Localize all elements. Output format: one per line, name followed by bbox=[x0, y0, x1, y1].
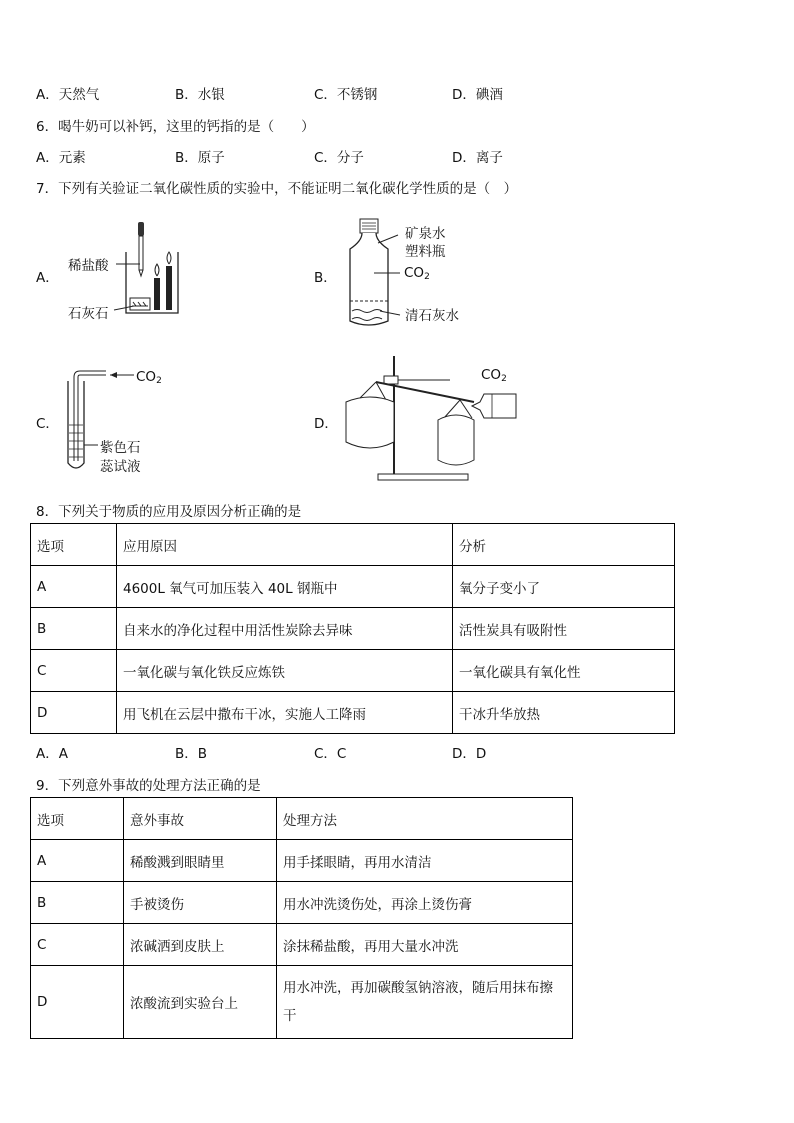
table-cell: 用飞机在云层中撒布干冰，实施人工降雨 bbox=[117, 692, 453, 734]
header-cell: 选项 bbox=[31, 798, 124, 840]
figure-d-co2-label: $CO_2$ bbox=[481, 367, 507, 384]
q7-option-b: B． bbox=[314, 270, 337, 286]
q6-stem: 6．喝牛奶可以补钙，这里的钙指的是（ ） bbox=[36, 119, 315, 135]
q8-option-d: D．D bbox=[452, 746, 487, 762]
figure-b-bottle-label-2: 塑料瓶 bbox=[405, 244, 446, 260]
table-cell bbox=[277, 966, 573, 1039]
table-cell: 一氧化碳与氧化铁反应炼铁 bbox=[117, 650, 453, 692]
table-header-row bbox=[31, 524, 675, 566]
table-cell: 稀酸溅到眼睛里 bbox=[124, 840, 277, 882]
q8-option-a: A．A bbox=[36, 746, 68, 762]
table-cell: 浓酸流到实验台上 bbox=[124, 966, 277, 1039]
q8-option-c: C．C bbox=[314, 746, 347, 762]
figure-b-co2-label: $CO_2$ bbox=[404, 265, 430, 282]
table-row bbox=[31, 882, 573, 924]
table-cell: 浓碱洒到皮肤上 bbox=[124, 924, 277, 966]
table-cell: A bbox=[31, 840, 124, 882]
q8-table bbox=[30, 523, 675, 734]
table-cell: D bbox=[31, 692, 117, 734]
table-cell: 涂抹稀盐酸，再用大量水冲洗 bbox=[277, 924, 573, 966]
figure-b-plastic-bottle bbox=[340, 215, 410, 330]
q7-option-a: A． bbox=[36, 270, 59, 286]
q8-stem: 8．下列关于物质的应用及原因分析正确的是 bbox=[36, 504, 302, 520]
q6-option-b: B．原子 bbox=[175, 150, 225, 166]
figure-c-litmus-label-1: 紫色石 bbox=[100, 440, 141, 456]
figure-c-co2-label: $CO_2$ bbox=[136, 369, 162, 386]
figure-c-litmus-label-2: 蕊试液 bbox=[100, 459, 141, 475]
q8-option-b: B．B bbox=[175, 746, 208, 762]
table-row bbox=[31, 840, 573, 882]
table-cell: B bbox=[31, 882, 124, 924]
q7-option-d: D． bbox=[314, 416, 338, 432]
header-cell: 意外事故 bbox=[124, 798, 277, 840]
table-header-row bbox=[31, 798, 573, 840]
table-row bbox=[31, 692, 675, 734]
figure-a-stone-label: 石灰石 bbox=[68, 306, 109, 322]
table-cell: 氧分子变小了 bbox=[453, 566, 675, 608]
header-cell: 应用原因 bbox=[117, 524, 453, 566]
table-row bbox=[31, 566, 675, 608]
q9-stem: 9．下列意外事故的处理方法正确的是 bbox=[36, 778, 261, 794]
method-line-1: 用水冲洗，再加碳酸氢钠溶液，随后用抹布擦 bbox=[283, 980, 553, 996]
table-cell: 手被烫伤 bbox=[124, 882, 277, 924]
table-cell: 4600L 氧气可加压装入 40L 钢瓶中 bbox=[117, 566, 453, 608]
table-row bbox=[31, 650, 675, 692]
table-cell: C bbox=[31, 924, 124, 966]
table-row bbox=[31, 966, 573, 1039]
table-cell: 活性炭具有吸附性 bbox=[453, 608, 675, 650]
table-row bbox=[31, 608, 675, 650]
table-cell: C bbox=[31, 650, 117, 692]
table-cell: D bbox=[31, 966, 124, 1039]
header-cell: 选项 bbox=[31, 524, 117, 566]
figure-a-acid-label: 稀盐酸 bbox=[68, 258, 109, 274]
table-cell: 用手揉眼睛，再用水清洁 bbox=[277, 840, 573, 882]
q5-option-d: D．碘酒 bbox=[452, 87, 503, 103]
table-cell: B bbox=[31, 608, 117, 650]
table-cell: 自来水的净化过程中用活性炭除去异味 bbox=[117, 608, 453, 650]
q6-option-d: D．离子 bbox=[452, 150, 503, 166]
q7-stem: 7．下列有关验证二氧化碳性质的实验中，不能证明二氧化碳化学性质的是（ ） bbox=[36, 181, 518, 197]
table-cell: 干冰升华放热 bbox=[453, 692, 675, 734]
table-cell: 一氧化碳具有氧化性 bbox=[453, 650, 675, 692]
method-line-2: 干 bbox=[283, 1008, 297, 1024]
table-cell: A bbox=[31, 566, 117, 608]
q6-option-a: A．元素 bbox=[36, 150, 86, 166]
q7-option-c: C． bbox=[36, 416, 59, 432]
q5-option-b: B．水银 bbox=[175, 87, 225, 103]
q5-option-c: C．不锈钢 bbox=[314, 87, 378, 103]
q9-table bbox=[30, 797, 573, 1039]
q6-option-c: C．分子 bbox=[314, 150, 364, 166]
q5-option-a: A．天然气 bbox=[36, 87, 100, 103]
header-cell: 分析 bbox=[453, 524, 675, 566]
figure-b-bottle-label-1: 矿泉水 bbox=[405, 226, 446, 242]
figure-b-limewater-label: 清石灰水 bbox=[405, 308, 459, 324]
table-row bbox=[31, 924, 573, 966]
table-cell: 用水冲洗烫伤处，再涂上烫伤膏 bbox=[277, 882, 573, 924]
header-cell: 处理方法 bbox=[277, 798, 573, 840]
